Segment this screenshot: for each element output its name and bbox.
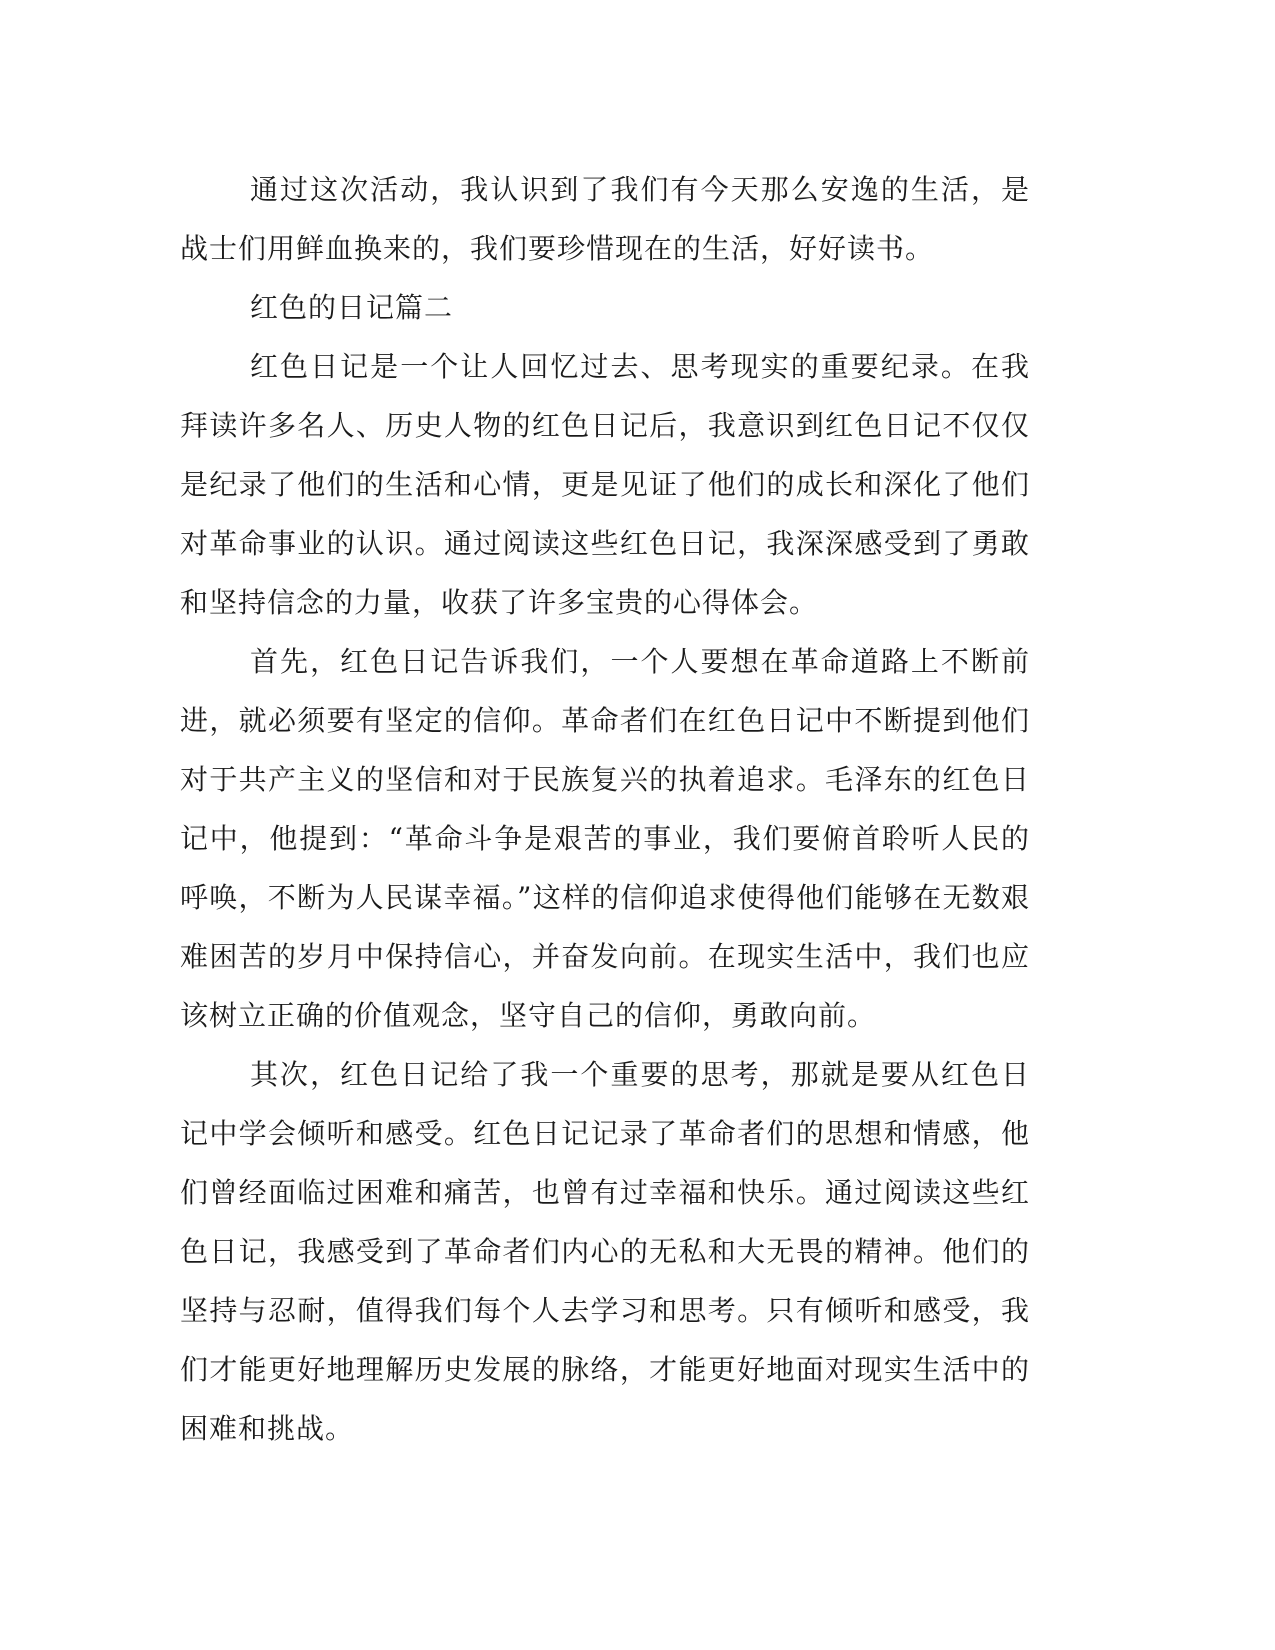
paragraph-second-point: 其次，红色日记给了我一个重要的思考，那就是要从红色日记中学会倾听和感受。红色日记记录了革命者们的思想和情感，他们曾经面临过困难和痛苦，也曾有过幸福和快乐。通过阅读这些红色日记，我感受到了革命者们内心的无私和大无畏的精神。他们的坚持与忍耐，值得我们每个人去学习和思考。只有倾听和感受，我们才能更好地理解历史发展的脉络，才能更好地面对现实生活中的困难和挑战。 [180, 1058, 1030, 1445]
paragraph-first-point: 首先，红色日记告诉我们，一个人要想在革命道路上不断前进，就必须要有坚定的信仰。革命者们在红色日记中不断提到他们对于共产主义的坚信和对于民族复兴的执着追求。毛泽东的红色日记中，他提到：“革命斗争是艰苦的事业，我们要俯首聆听人民的呼唤，不断为人民谋幸福。”这样的信仰追求使得他们能够在无数艰难困苦的岁月中保持信心，并奋发向前。在现实生活中，我们也应该树立正确的价值观念，坚守自己的信仰，勇敢向前。 [180, 645, 1030, 1032]
document-body [180, 160, 1030, 1458]
section-heading: 红色的日记篇二 [250, 291, 454, 324]
paragraph-intro: 红色日记是一个让人回忆过去、思考现实的重要纪录。在我拜读许多名人、历史人物的红色日记后，我意识到红色日记不仅仅是纪录了他们的生活和心情，更是见证了他们的成长和深化了他们对革命事业的认识。通过阅读这些红色日记，我深深感受到了勇敢和坚持信念的力量，收获了许多宝贵的心得体会。 [180, 350, 1030, 619]
paragraph-conclusion: 通过这次活动，我认识到了我们有今天那么安逸的生活，是战士们用鲜血换来的，我们要珍惜现在的生活，好好读书。 [180, 173, 1030, 265]
